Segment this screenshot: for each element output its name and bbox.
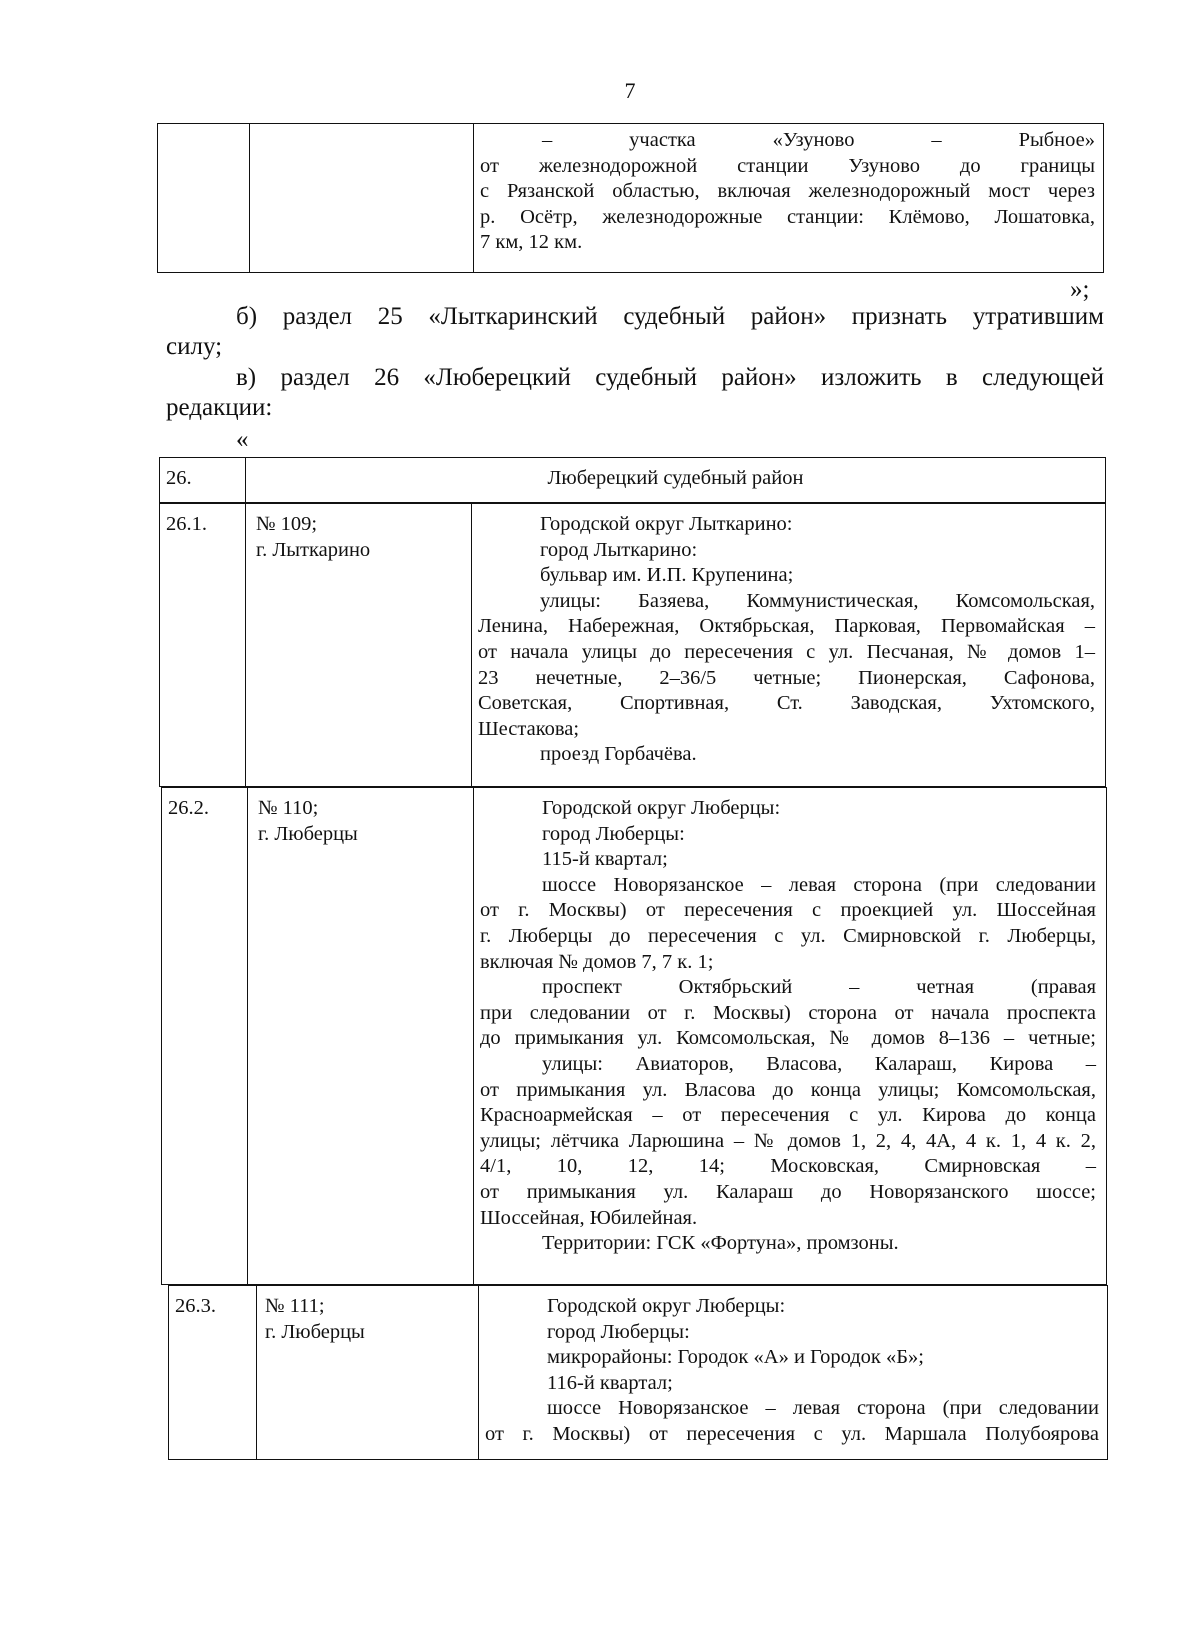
territory-cell <box>472 504 1106 787</box>
court-cell <box>246 504 472 787</box>
territory-line: г. Люберцы до пересечения с ул. Смирновской г. Люберцы, <box>480 924 1096 947</box>
row-number-cell <box>162 788 248 1285</box>
territory-line: от г. Москвы) от пересечения с проекцией ул. Шоссейная <box>480 899 1096 922</box>
territory-line: – участка «Узуново – Рыбное» <box>542 129 1095 151</box>
territory-line: город Лыткарино: <box>540 538 698 561</box>
territory-line: р. Осётр, железнодорожные станции: Клёмово, Лошатовка, <box>480 205 1095 228</box>
territory-line: от начала улицы до пересечения с ул. Песчаная, № домов 1– <box>478 640 1095 663</box>
row-number: 26.1. <box>166 513 207 535</box>
paragraph-b <box>166 302 1104 362</box>
territory-line: город Люберцы: <box>542 822 685 845</box>
section-title-cell <box>246 458 1106 503</box>
territory-line: проспект Октябрьский – четная (правая <box>542 976 1096 999</box>
territory-line: улицы: Авиаторов, Власова, Калараш, Кирова – <box>542 1052 1096 1075</box>
territory-line: шоссе Новорязанское – левая сторона (при следовании <box>547 1397 1099 1420</box>
territory-line: включая № домов 7, 7 к. 1; <box>480 950 714 973</box>
section-title: Люберецкий судебный район <box>547 467 804 489</box>
paragraph-v <box>166 363 1104 423</box>
court-cell <box>257 1286 479 1460</box>
territory-line: от примыкания ул. Калараш до Новорязанского шоссе; <box>480 1180 1096 1203</box>
territory-line: город Люберцы: <box>547 1320 690 1343</box>
court-city: г. Люберцы <box>265 1320 365 1343</box>
paragraph-v-line: редакции: <box>166 394 273 421</box>
paragraph-v-line: в) раздел 26 «Люберецкий судебный район» изложить в следующей <box>236 364 1104 391</box>
top-continuation-table <box>157 123 1104 273</box>
territory-line: 4/1, 10, 12, 14; Московская, Смирновская – <box>480 1155 1096 1178</box>
territory-line: улицы: Базяева, Коммунистическая, Комсомольская, <box>540 589 1095 612</box>
territory-line: 7 км, 12 км. <box>480 231 583 254</box>
territory-cell <box>474 788 1107 1285</box>
territory-line: Территории: ГСК «Фортуна», промзоны. <box>542 1232 899 1255</box>
court-number: № 109; <box>256 513 318 535</box>
table-row <box>159 503 1106 787</box>
court-number: № 110; <box>258 797 319 819</box>
territory-line: бульвар им. И.П. Крупенина; <box>540 564 794 587</box>
territory-line: до примыкания ул. Комсомольская, № домов 8–136 – четные; <box>480 1027 1096 1050</box>
court-city: г. Лыткарино <box>256 538 371 561</box>
table-row <box>168 1285 1108 1460</box>
row-number: 26.2. <box>168 797 209 819</box>
territory-line: 115-й квартал; <box>542 848 668 871</box>
row-number: 26.3. <box>175 1295 216 1317</box>
paragraph-b-line: силу; <box>166 333 223 360</box>
territory-line: шоссе Новорязанское – левая сторона (при следовании <box>542 873 1096 896</box>
territory-line: 23 нечетные, 2–36/5 четные; Пионерская, Сафонова, <box>478 666 1095 689</box>
territory-line: улицы; лётчика Ларюшина – № домов 1, 2, 4, 4А, 4 к. 1, 4 к. 2, <box>480 1129 1096 1152</box>
court-city: г. Люберцы <box>258 822 358 845</box>
section-number-cell <box>160 458 246 503</box>
territory-line: от г. Москвы) от пересечения с ул. Маршала Полубоярова <box>485 1422 1099 1445</box>
territory-line: Советская, Спортивная, Ст. Заводская, Ухтомского, <box>478 692 1095 715</box>
territory-line: Городской округ Люберцы: <box>547 1295 786 1317</box>
territory-line: Красноармейская – от пересечения с ул. Кирова до конца <box>480 1104 1096 1127</box>
top-table-territory-cell <box>474 124 1104 273</box>
territory-line: от примыкания ул. Власова до конца улицы; Комсомольская, <box>480 1078 1096 1101</box>
territory-line: Городской округ Лыткарино: <box>540 513 793 535</box>
closing-quote: »; <box>1070 276 1090 303</box>
table-row <box>161 787 1107 1285</box>
row-number-cell <box>169 1286 257 1460</box>
paragraph-b-line: б) раздел 25 «Лыткаринский судебный район» признать утратившим <box>236 303 1104 330</box>
section-26-header-table <box>159 457 1106 503</box>
opening-quote: « <box>236 426 249 453</box>
territory-line: микрорайоны: Городок «А» и Городок «Б»; <box>547 1346 924 1369</box>
territory-line: Городской округ Люберцы: <box>542 797 781 819</box>
territory-line: от железнодорожной станции Узуново до границы <box>480 154 1095 177</box>
row-number-cell <box>160 504 246 787</box>
territory-cell <box>479 1286 1108 1460</box>
top-table-number-cell <box>158 124 250 273</box>
territory-line: Ленина, Набережная, Октябрьская, Парковая, Первомайская – <box>478 615 1095 638</box>
territory-line: Шоссейная, Юбилейная. <box>480 1206 698 1229</box>
territory-line: с Рязанской областью, включая железнодорожный мост через <box>480 180 1095 203</box>
top-table-court-cell <box>250 124 474 273</box>
territory-line: проезд Горбачёва. <box>540 743 697 766</box>
territory-line: при следовании от г. Москвы) сторона от начала проспекта <box>480 1001 1096 1024</box>
page-number: 7 <box>624 78 636 103</box>
territory-line: 116-й квартал; <box>547 1371 673 1394</box>
section-number: 26. <box>166 467 192 489</box>
territory-line: Шестакова; <box>478 717 580 740</box>
court-number: № 111; <box>265 1295 325 1317</box>
court-cell <box>248 788 474 1285</box>
